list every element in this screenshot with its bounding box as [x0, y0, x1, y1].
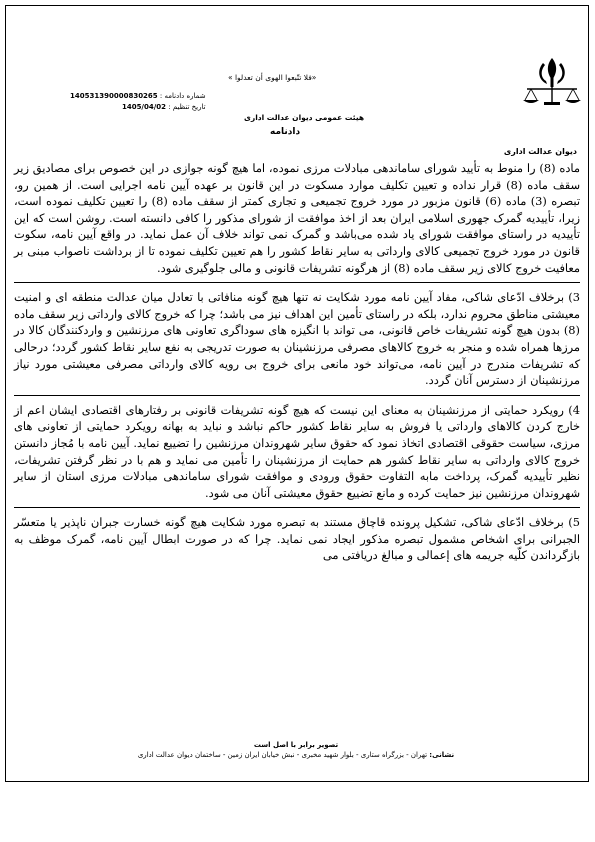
paragraph: 5) برخلاف ادّعای شاکی، تشکیل پرونده قاچاق مستند به تبصره مورد شکایت هیچ گونه خسارت جبران ناپذیر یا متعسّر الجبرانی برای اشخاص مشمول تبصره مذکور ایجاد نمی نماید. چرا که در صورت ابطال آیین نامه، گمرک موظف به بازگرداندن کلّیه جریمه های إعمالی و مبالغ دریافتی می	[14, 515, 580, 563]
verse: «فلا تتّبعوا الهوی أن تعدلوا »	[228, 73, 317, 82]
document-title: دادنامه	[270, 127, 301, 137]
paragraph: 3) برخلاف ادّعای شاکی، مفاد آیین نامه مورد شکایت نه تنها هیچ گونه منافاتی با تعادل میان عدالت منطقه ای و امنیت معیشتی مناطق محروم ندارد، بلکه در راستای تأمین این اهداف نیز می باشد؛ چرا که خروج کالای وارداتی زیر سقف ماده (8) بدون هیچ گونه تشریفات خاص قانونی، می تواند با انگیزه های سوداگری تعاونی های مرزنشین و واردکنندگان کالا در مرزها همراه شده و منجر به خروج کالاهای مصرفی مرزنشینان به صورت تدریجی به نفع سایر نقاط کشور گردد؛ درحالی که تشریفات مندرج در آیین نامه، می‌تواند خود مانعی برای خروج بی رویه کالای وارداتی مصرفی معیشتی مورد نیاز مرزنشینان از دسترس آنان گردد.	[14, 289, 580, 396]
certified-copy-note: تصویر برابر با اصل است	[253, 741, 339, 749]
address-label: نشانی:	[429, 751, 455, 759]
meta-date-value: 1405/04/02	[121, 103, 167, 111]
meta-date-label: تاریخ تنظیم :	[168, 103, 206, 111]
address	[5, 751, 587, 759]
paragraph: ماده (8) را منوط به تأیید شورای ساماندهی مبادلات مرزی نموده، اما هیچ گونه جوازی در این خصوص برای مصادیق زیر سقف ماده (8) قرار نداده و تعیین تکلیف موارد مسکوت در این قانون بر عهده آیین نامه اجرایی است. از همین رو، تبصره (3) ماده (6) قانون مزبور در مورد خروج تجمیعی و تجاری کمتر از سقف ماده (8) را تعیین تکلیف نموده است، زیرا، تأییدیه گمرک جهوری اسلامی ایران بعد از اخذ موافقت از شورای مذکور را کافی دانسته است. روشن است که این تأییدیه در راستای موافقت شورای یاد شده می‌باشد و گمرک نمی تواند خلاف آن عمل نماید. در واقع آیین نامه، سکوت قانون در مورد خروج تجمیعی کالای وارداتی به سایر نقاط کشور را هم تعیین تکلیف نموده تا از برداشت ناصواب مبنی بر معافیت خروج کالای زیر سقف ماده (8) از هرگونه تشریفات قانونی و مالی جلوگیری شود.	[14, 160, 580, 283]
paragraph: 4) رویکرد حمایتی از مرزنشینان به معنای این نیست که هیچ گونه تشریفات قانونی بر رفتارهای اقتصادی ایشان اعم از خارج کردن کالاهای وارداتی یا فروش به سایر نقاط کشور حاکم نباشد و نباید به بهانه رویکرد حمایتی از تعاونی های مرزی، سیاست حقوقی اقتصادی اتخاذ نمود که حقوق سایر شهروندان مرزنشین را تضییع نماید. آیین نامه با مُجاز دانستن خروج کالای وارداتی به سایر نقاط کشور هم حمایت از مرزنشینان را تأمین می نماید و هم با در نظر گرفتن تشریفات، نظیر تأییدیه گمرک، پرداخت مابه التفاوت حقوق ورودی و موافقت شورای ساماندهی مبادلات مرزی استان از سایر شهروندان مرزنشین نیز حمایت کرده و مانع تضییع حقوق معیشتی آنان می شود.	[14, 402, 580, 509]
meta-number-label: شماره دادنامه :	[159, 92, 206, 100]
emblem-icon	[517, 54, 587, 109]
document-meta	[70, 91, 206, 113]
address-text: تهران - بزرگراه ستاری - بلوار شهید مخبری - نبش خیابان ایران زمین - ساختمان دیوان عدالت اداری	[137, 751, 428, 759]
footer	[5, 741, 587, 759]
court-label: دیوان عدالت اداری	[503, 147, 577, 156]
meta-date-row	[70, 102, 206, 113]
board-name: هیئت عمومی دیوان عدالت اداری	[244, 113, 365, 122]
meta-number-row	[70, 91, 206, 102]
document-body	[14, 160, 580, 576]
meta-number-value: 140531390000830265	[70, 92, 158, 100]
